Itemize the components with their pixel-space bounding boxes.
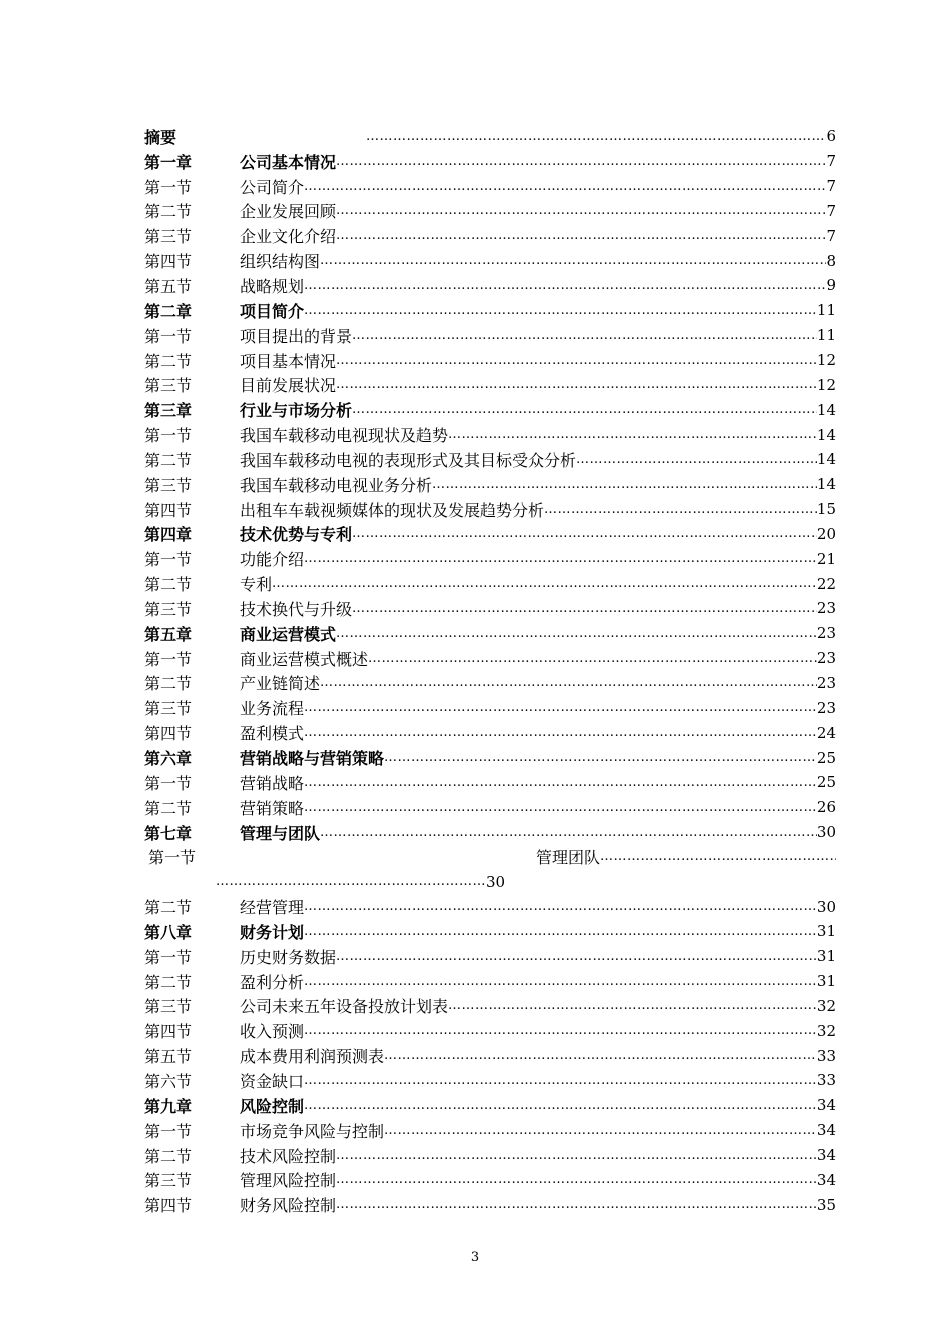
toc-section-row[interactable]	[144, 546, 836, 571]
toc-page: 34	[816, 1170, 836, 1189]
toc-chapter-row[interactable]	[144, 1093, 836, 1118]
leader-dots	[336, 1197, 817, 1212]
toc-row-split-continued	[144, 869, 836, 894]
toc-row-split[interactable]	[144, 844, 836, 869]
toc-chapter-row[interactable]	[144, 522, 836, 547]
leader-dots	[336, 154, 826, 169]
toc-label: 第三节	[144, 1171, 193, 1191]
toc-section-row[interactable]	[144, 994, 836, 1019]
toc-label: 第三节	[144, 475, 193, 495]
leader-dots	[352, 328, 817, 343]
toc-section-row[interactable]	[144, 323, 836, 348]
leader-dots	[304, 974, 817, 989]
leader-dots	[304, 775, 817, 790]
toc-title: 成本费用利润预测表	[240, 1047, 385, 1067]
toc-section-row[interactable]	[144, 770, 836, 795]
leader-dots	[336, 1172, 817, 1187]
toc-page: 7	[826, 226, 836, 245]
toc-page: 23	[816, 673, 836, 692]
toc-title: 专利	[240, 575, 273, 595]
toc-page: 25	[816, 748, 836, 767]
toc-page: 23	[816, 624, 836, 643]
toc-label: 第二章	[144, 301, 193, 321]
toc-page: 12	[816, 375, 836, 394]
toc-chapter-row[interactable]	[144, 149, 836, 174]
toc-page: 24	[816, 723, 836, 742]
toc-title: 商业运营模式	[240, 624, 337, 644]
leader-dots	[336, 228, 826, 243]
leader-dots	[304, 303, 817, 318]
toc-label: 第三节	[144, 699, 193, 719]
leader-dots	[320, 675, 817, 690]
leader-dots	[384, 1123, 817, 1138]
toc-title: 营销战略与营销策略	[240, 749, 385, 769]
toc-label: 第一节	[144, 773, 193, 793]
toc-section-row[interactable]	[144, 1018, 836, 1043]
toc-label: 第五章	[144, 624, 193, 644]
toc-section-row[interactable]	[144, 447, 836, 472]
leader-dots	[304, 551, 817, 566]
toc-label: 第四节	[144, 252, 193, 272]
toc-title: 收入预测	[240, 1022, 305, 1042]
leader-dots	[384, 1048, 817, 1063]
leader-dots	[448, 998, 817, 1013]
toc-page: 14	[816, 475, 836, 494]
toc-title: 战略规划	[240, 276, 305, 296]
toc-title: 盈利分析	[240, 972, 305, 992]
toc-page: 7	[826, 152, 836, 171]
toc-page: 33	[816, 1046, 836, 1065]
toc-page: 30	[816, 823, 836, 842]
toc-title: 公司基本情况	[240, 152, 337, 172]
toc-title: 营销策略	[240, 798, 305, 818]
toc-label: 第二节	[144, 1146, 193, 1166]
toc-title: 盈利模式	[240, 724, 305, 744]
toc-section-row[interactable]	[144, 695, 836, 720]
toc-label: 第四章	[144, 525, 193, 545]
leader-dots	[352, 601, 817, 616]
leader-dots	[448, 427, 817, 442]
leader-dots	[304, 278, 826, 293]
toc-title: 出租车车载视频媒体的现状及发展趋势分析	[240, 500, 545, 520]
toc-label: 第四节	[144, 1022, 193, 1042]
toc-title: 行业与市场分析	[240, 401, 353, 421]
toc-section-row[interactable]	[144, 1167, 836, 1192]
toc-summary-row[interactable]	[144, 124, 836, 149]
leader-dots	[432, 477, 817, 492]
toc-chapter-row[interactable]	[144, 298, 836, 323]
leader-dots	[336, 1148, 817, 1163]
toc-title: 经营管理	[240, 898, 305, 918]
leader-dots	[366, 129, 826, 144]
toc-title: 财务风险控制	[240, 1196, 337, 1216]
toc-page: 8	[826, 251, 836, 270]
leader-dots	[304, 725, 817, 740]
toc-page: 23	[816, 698, 836, 717]
toc-title: 技术风险控制	[240, 1146, 337, 1166]
toc-label: 第一节	[144, 947, 193, 967]
toc-page: 34	[816, 1146, 836, 1165]
toc-page: 30	[816, 897, 836, 916]
toc-page: 6	[826, 127, 836, 146]
toc-title: 组织结构图	[240, 252, 321, 272]
leader-dots	[304, 1098, 817, 1113]
leader-dots	[272, 576, 817, 591]
toc-section-row[interactable]	[144, 273, 836, 298]
leader-dots	[336, 353, 817, 368]
toc-page: 34	[816, 1096, 836, 1115]
toc-page: 23	[816, 649, 836, 668]
leader-dots	[576, 452, 817, 467]
leader-dots	[320, 253, 826, 268]
toc-label: 第一节	[144, 426, 193, 446]
leader-dots	[304, 899, 817, 914]
toc-label: 第二节	[144, 798, 193, 818]
toc-title: 财务计划	[240, 922, 305, 942]
toc-title: 资金缺口	[240, 1071, 305, 1091]
toc-page: 14	[816, 400, 836, 419]
toc-title: 技术换代与升级	[240, 599, 353, 619]
leader-dots	[304, 800, 817, 815]
toc-section-row[interactable]	[144, 199, 836, 224]
toc-chapter-row[interactable]	[144, 621, 836, 646]
leader-dots	[336, 949, 817, 964]
toc-section-row[interactable]	[144, 1143, 836, 1168]
toc-label: 第九章	[144, 1096, 193, 1116]
toc-page: 21	[816, 549, 836, 568]
toc-title: 项目基本情况	[240, 351, 337, 371]
toc-page: 7	[826, 201, 836, 220]
leader-dots	[304, 179, 826, 194]
toc-page: 23	[816, 599, 836, 618]
toc-label: 第四节	[144, 500, 193, 520]
toc-label: 第八章	[144, 922, 193, 942]
leader-dots	[600, 849, 836, 864]
toc-section-row[interactable]	[144, 1043, 836, 1068]
toc-label: 摘要	[144, 127, 177, 147]
toc-chapter-row[interactable]	[144, 397, 836, 422]
toc-title: 商业运营模式概述	[240, 649, 369, 669]
toc-page: 34	[816, 1121, 836, 1140]
toc-label: 第七章	[144, 823, 193, 843]
toc-label: 第六节	[144, 1071, 193, 1091]
toc-label: 第一节	[144, 177, 193, 197]
toc-label: 第一节	[144, 550, 193, 570]
toc-section-row[interactable]	[144, 174, 836, 199]
leader-dots	[304, 700, 817, 715]
toc-title: 管理与团队	[240, 823, 321, 843]
toc-section-row[interactable]	[144, 944, 836, 969]
toc-page: 11	[816, 301, 836, 320]
toc-label: 第四节	[144, 724, 193, 744]
toc-label: 第五节	[144, 1047, 193, 1067]
toc-page: 30	[486, 872, 506, 891]
toc-title: 功能介绍	[240, 550, 305, 570]
toc-chapter-row[interactable]	[144, 919, 836, 944]
toc-title: 管理团队	[536, 848, 601, 868]
toc-title: 我国车载移动电视业务分析	[240, 475, 433, 495]
toc-page: 32	[816, 996, 836, 1015]
toc-label: 第二节	[144, 202, 193, 222]
toc-label: 第三章	[144, 401, 193, 421]
toc-page: 31	[816, 922, 836, 941]
toc-title: 管理风险控制	[240, 1171, 337, 1191]
toc-page: 20	[816, 524, 836, 543]
toc-label: 第二节	[144, 898, 193, 918]
toc-title: 风险控制	[240, 1096, 305, 1116]
toc-title: 我国车载移动电视现状及趋势	[240, 426, 449, 446]
toc-section-row[interactable]	[144, 571, 836, 596]
toc-label: 第三节	[144, 997, 193, 1017]
toc-label: 第一节	[144, 326, 193, 346]
leader-dots	[352, 526, 817, 541]
toc-page: 11	[816, 326, 836, 345]
leader-dots	[216, 874, 486, 889]
toc-label: 第一章	[144, 152, 193, 172]
toc-page: 15	[816, 500, 836, 519]
toc-label: 第一节	[148, 848, 197, 868]
toc-page: 35	[816, 1195, 836, 1214]
toc-title: 产业链简述	[240, 674, 321, 694]
toc-page: 12	[816, 351, 836, 370]
toc-title: 市场竞争风险与控制	[240, 1121, 385, 1141]
leader-dots	[368, 651, 817, 666]
toc-label: 第五节	[144, 276, 193, 296]
toc-page: 31	[816, 947, 836, 966]
leader-dots	[304, 1023, 817, 1038]
leader-dots	[304, 1073, 817, 1088]
toc-page: 26	[816, 798, 836, 817]
page-number: 3	[470, 1250, 480, 1265]
toc-label: 第三节	[144, 227, 193, 247]
leader-dots	[384, 750, 817, 765]
toc-section-row[interactable]	[144, 372, 836, 397]
toc-section-row[interactable]	[144, 720, 836, 745]
toc-section-row[interactable]	[144, 795, 836, 820]
toc-page: 32	[816, 1021, 836, 1040]
toc-title: 技术优势与专利	[240, 525, 353, 545]
leader-dots	[336, 626, 817, 641]
toc-section-row[interactable]	[144, 894, 836, 919]
toc-label: 第三节	[144, 599, 193, 619]
toc-title: 历史财务数据	[240, 947, 337, 967]
leader-dots	[336, 377, 817, 392]
toc-title: 企业发展回顾	[240, 202, 337, 222]
toc-section-row[interactable]	[144, 497, 836, 522]
toc-section-row[interactable]	[144, 646, 836, 671]
toc-title: 目前发展状况	[240, 376, 337, 396]
toc-page: 33	[816, 1071, 836, 1090]
toc-label: 第六章	[144, 749, 193, 769]
toc-section-row[interactable]	[144, 1068, 836, 1093]
toc-title: 营销战略	[240, 773, 305, 793]
toc-chapter-row[interactable]	[144, 745, 836, 770]
toc-section-row[interactable]	[144, 223, 836, 248]
leader-dots	[336, 203, 826, 218]
toc-section-row[interactable]	[144, 969, 836, 994]
toc-page: 25	[816, 773, 836, 792]
toc-label: 第二节	[144, 575, 193, 595]
toc-title: 企业文化介绍	[240, 227, 337, 247]
toc-section-row[interactable]	[144, 422, 836, 447]
toc-title: 项目提出的背景	[240, 326, 353, 346]
toc-title: 公司简介	[240, 177, 305, 197]
toc-page: 31	[816, 972, 836, 991]
toc-section-row[interactable]	[144, 348, 836, 373]
toc-page: 9	[826, 276, 836, 295]
toc-label: 第四节	[144, 1196, 193, 1216]
toc-page: 7	[826, 177, 836, 196]
toc-section-row[interactable]	[144, 472, 836, 497]
toc-label: 第二节	[144, 450, 193, 470]
toc-section-row[interactable]	[144, 1118, 836, 1143]
toc-section-row[interactable]	[144, 1192, 836, 1217]
toc-page: 14	[816, 425, 836, 444]
leader-dots	[352, 402, 817, 417]
toc-title: 业务流程	[240, 699, 305, 719]
leader-dots	[544, 502, 817, 517]
table-of-contents	[144, 124, 836, 1217]
toc-section-row[interactable]	[144, 596, 836, 621]
toc-section-row[interactable]	[144, 248, 836, 273]
toc-label: 第二节	[144, 351, 193, 371]
leader-dots	[320, 825, 817, 840]
toc-label: 第二节	[144, 674, 193, 694]
toc-label: 第二节	[144, 972, 193, 992]
toc-title: 我国车载移动电视的表现形式及其目标受众分析	[240, 450, 577, 470]
toc-page: 14	[816, 450, 836, 469]
toc-title: 项目简介	[240, 301, 305, 321]
toc-label: 第三节	[144, 376, 193, 396]
toc-label: 第一节	[144, 1121, 193, 1141]
toc-label: 第一节	[144, 649, 193, 669]
toc-page: 22	[816, 574, 836, 593]
toc-section-row[interactable]	[144, 671, 836, 696]
leader-dots	[304, 924, 817, 939]
toc-chapter-row[interactable]	[144, 820, 836, 845]
toc-title: 公司未来五年设备投放计划表	[240, 997, 449, 1017]
